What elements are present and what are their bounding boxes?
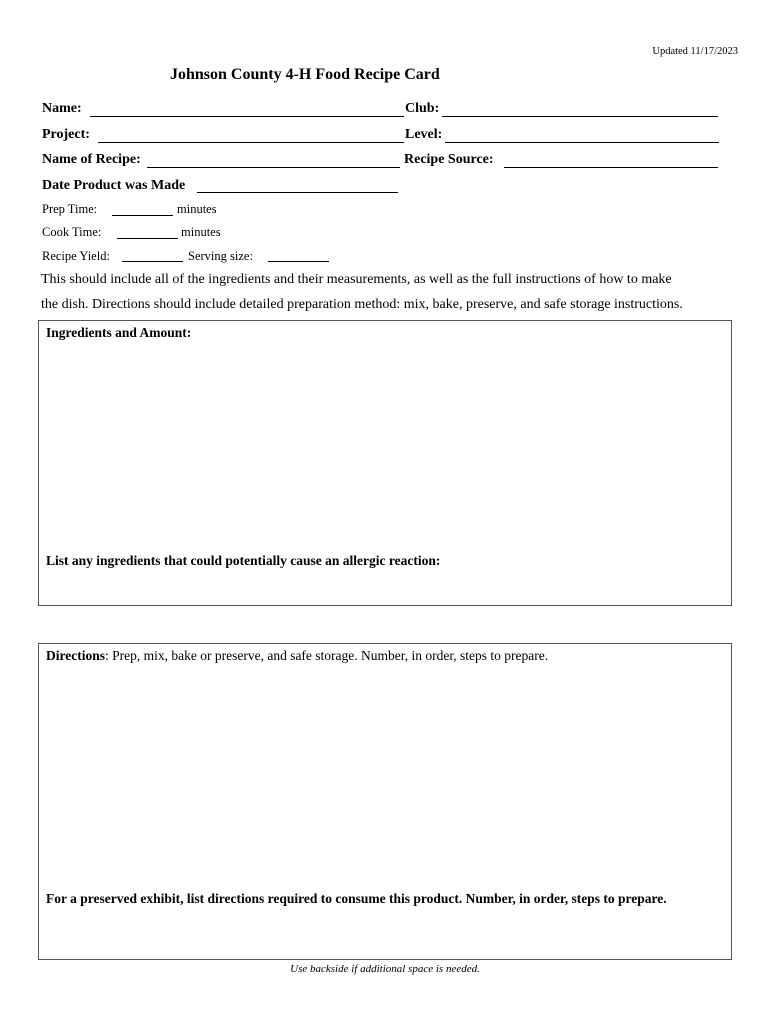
preserved-heading: For a preserved exhibit, list directions required to consume this product. Number, in order, steps to prepare. [46, 891, 667, 906]
prep-time-field[interactable] [112, 215, 173, 216]
instructions-line-1: This should include all of the ingredients and their measurements, as well as the full instructions of how to make [41, 272, 672, 287]
recipe-source-field[interactable] [504, 167, 718, 168]
instructions-line-2: the dish. Directions should include detailed preparation method: mix, bake, preserve, and safe storage instructions. [41, 297, 683, 312]
project-field[interactable] [98, 142, 404, 143]
recipe-yield-field[interactable] [122, 261, 183, 262]
recipe-name-label: Name of Recipe: [42, 152, 141, 167]
level-field[interactable] [445, 142, 719, 143]
recipe-yield-label: Recipe Yield: [42, 249, 110, 263]
ingredients-heading: Ingredients and Amount: [46, 325, 192, 340]
directions-heading [46, 648, 548, 664]
allergy-heading: List any ingredients that could potentially cause an allergic reaction: [46, 553, 441, 568]
footer-note: Use backside if additional space is needed. [290, 963, 480, 975]
prep-time-unit: minutes [177, 202, 217, 216]
cook-time-unit: minutes [181, 225, 221, 239]
directions-heading-rest: : Prep, mix, bake or preserve, and safe storage. Number, in order, steps to prepare. [105, 648, 549, 663]
recipe-source-label: Recipe Source: [404, 152, 494, 167]
updated-date: Updated 11/17/2023 [652, 46, 738, 57]
club-field[interactable] [442, 116, 718, 117]
date-made-label: Date Product was Made [42, 178, 186, 193]
name-label: Name: [42, 101, 82, 116]
date-made-field[interactable] [197, 192, 398, 193]
page-title: Johnson County 4-H Food Recipe Card [170, 66, 440, 83]
cook-time-field[interactable] [117, 238, 178, 239]
directions-heading-bold: Directions [46, 648, 105, 663]
directions-box[interactable] [38, 643, 732, 960]
cook-time-label: Cook Time: [42, 225, 102, 239]
ingredients-box[interactable] [38, 320, 732, 606]
level-label: Level: [405, 127, 443, 142]
serving-size-field[interactable] [268, 261, 329, 262]
club-label: Club: [405, 101, 440, 116]
prep-time-label: Prep Time: [42, 202, 98, 216]
recipe-name-field[interactable] [147, 167, 400, 168]
project-label: Project: [42, 127, 90, 142]
name-field[interactable] [90, 116, 404, 117]
serving-size-label: Serving size: [188, 249, 253, 263]
